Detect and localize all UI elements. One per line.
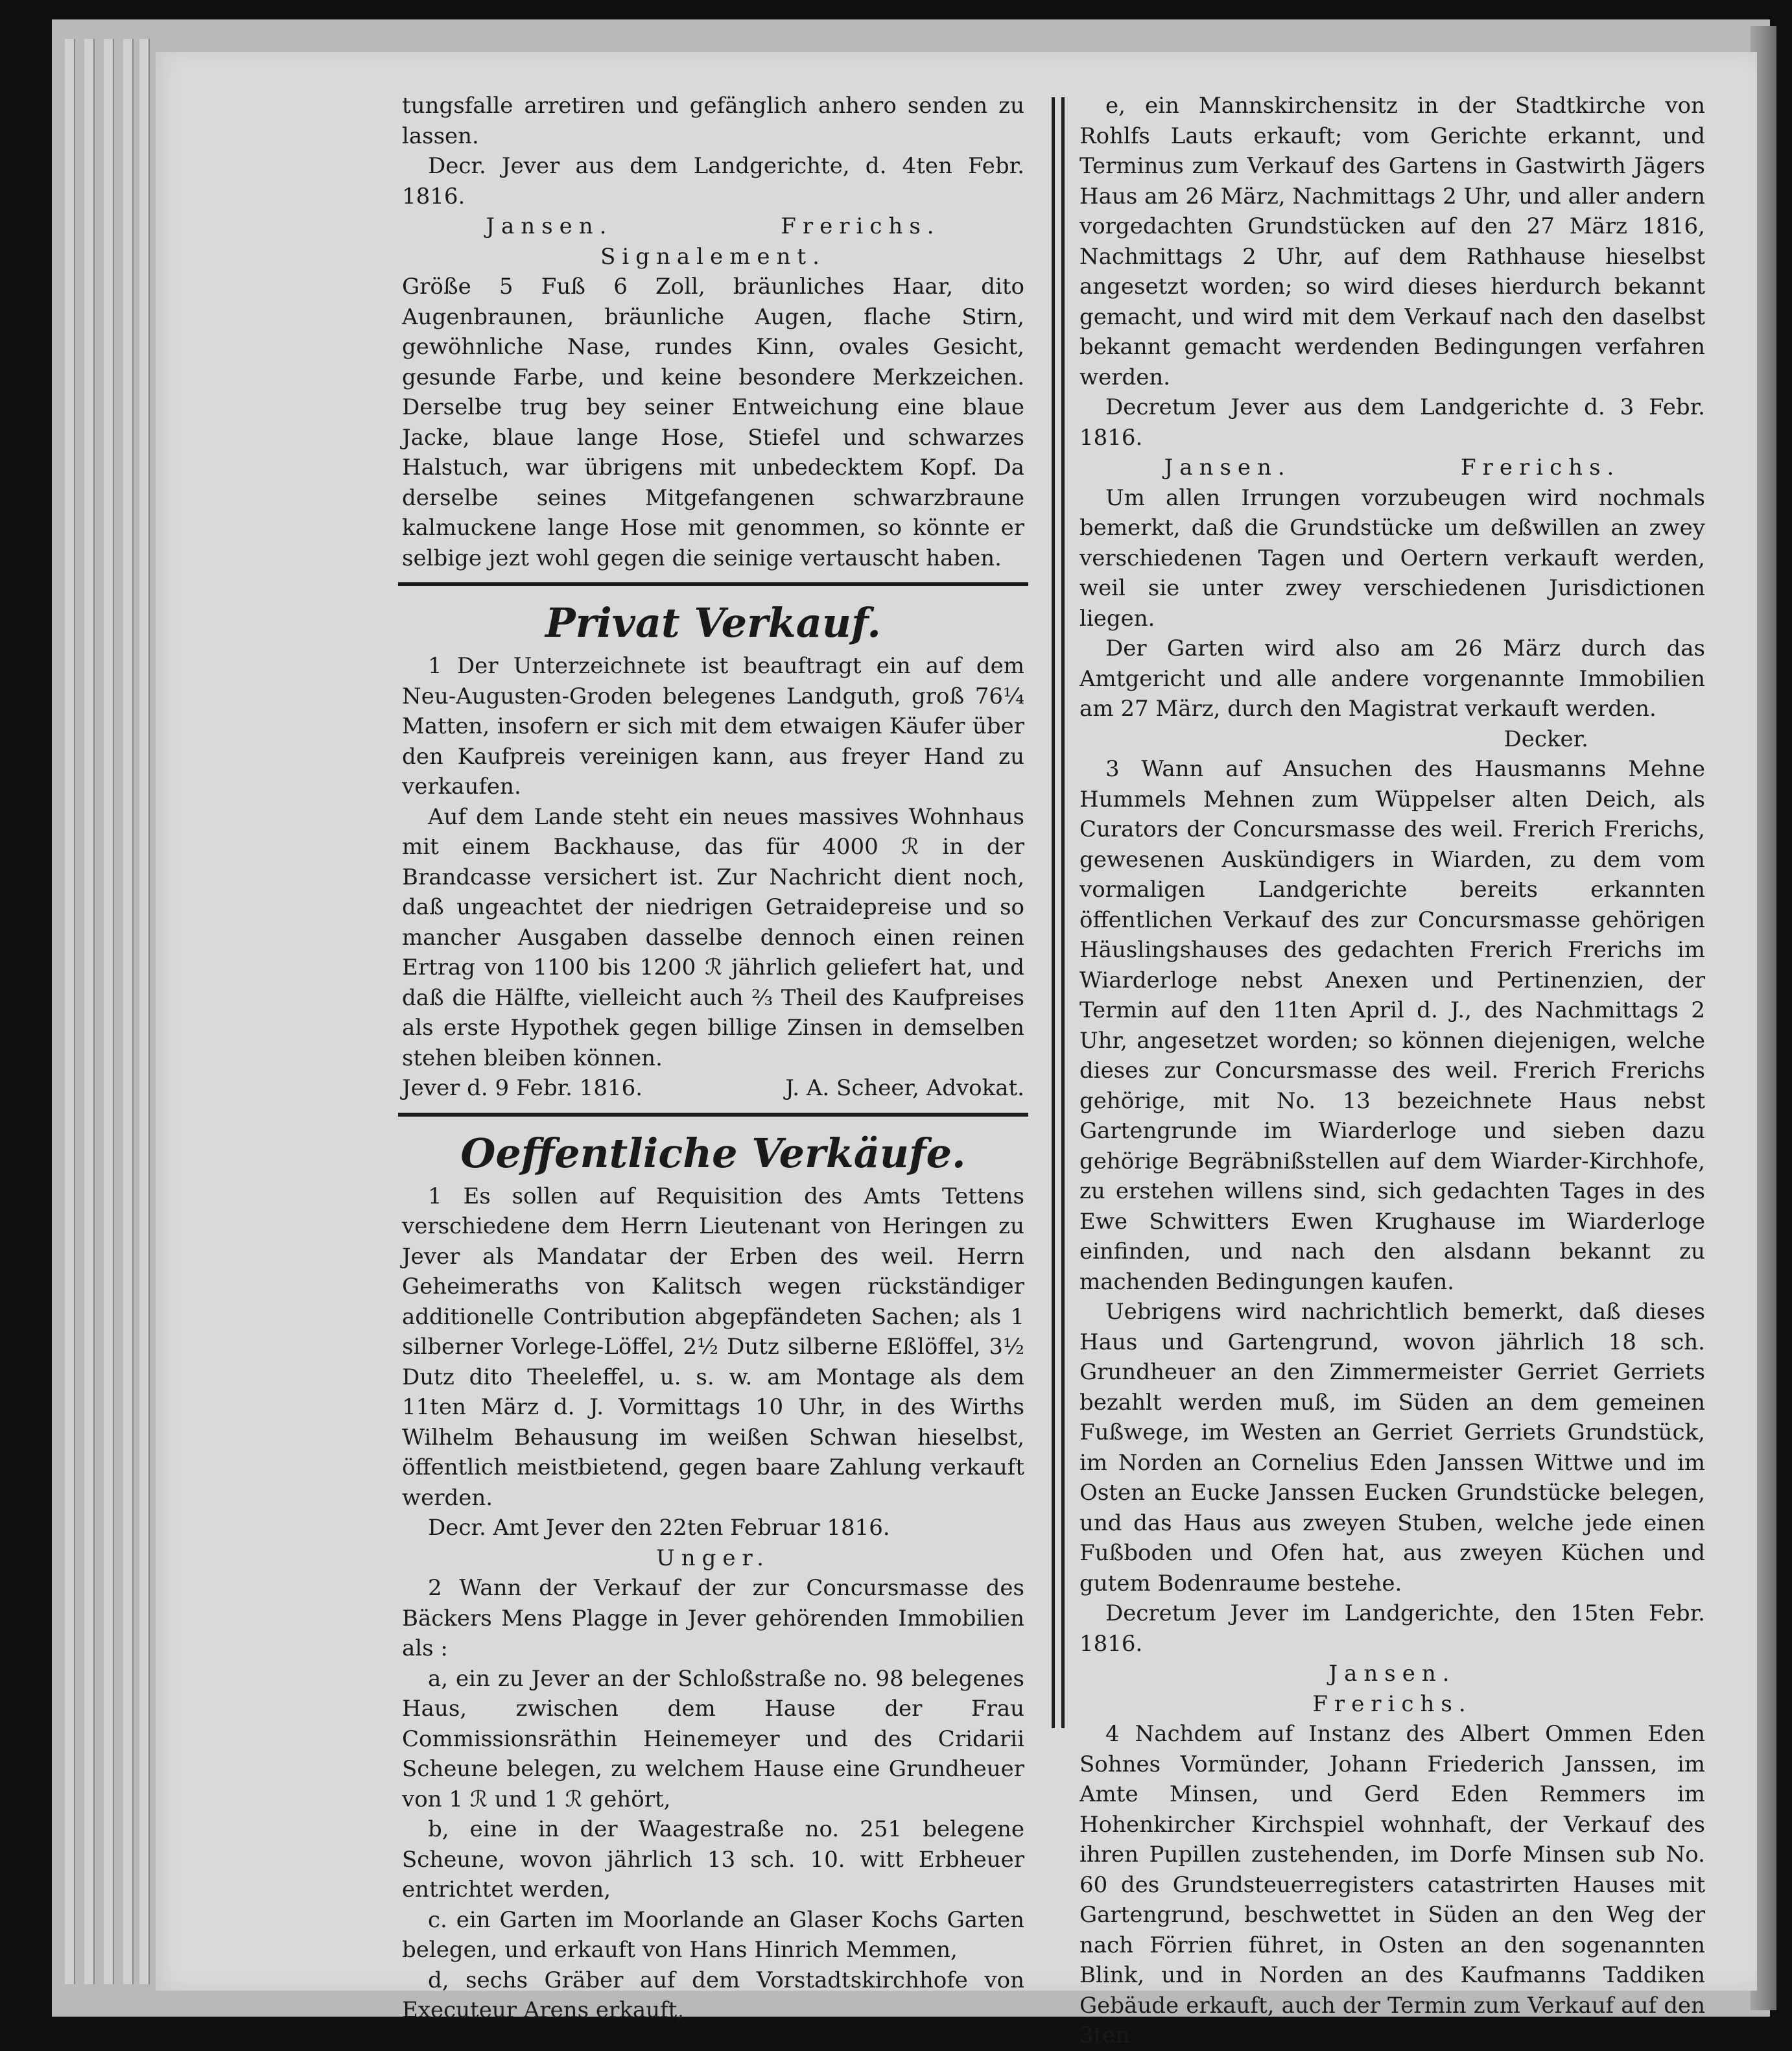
signer-name: Unger. [656,1545,770,1571]
paragraph: Um allen Irrungen vorzubeugen wird nochmals bemerkt, daß die Grundstücke um deßwillen an zwey verschiedenen Tagen und Oertern verkauft werden, weil sie unter zwey verschiedenen Jurisdictionen liegen. [1079,484,1705,632]
list-item: a, ein zu Jever an der Schloßstraße no. 98 belegenes Haus, zwischen dem Hause der Frau Commissionsräthin Heinemeyer und des Cridarii Scheune belegen, zu welchem Hause eine Grundheuer von 1 ℛ und 1 ℛ gehört, [402,1665,1024,1812]
signer-name: J. A. Scheer, Advokat. [785,1075,1024,1101]
paragraph: 4 Nachdem auf Instanz des Albert Ommen Eden Sohnes Vormünder, Johann Friederich Janssen, im Amte Minsen, und Gerd Eden Remmers im Hohenkircher Kirchspiel wohnhaft, der Verkauf des ihren Pupillen zustehenden, im Dorfe Minsen sub No. 60 des Grundsteuerregisters catastrirten Hauses mit Gartengrund, beschwettet in Süden an den Weg der nach Förrien führet, in Osten an den sogenannten Blink, und in Norden an des Kaufmanns Taddiken Gebäude erkauft, auch der Termin zum Verkauf auf den 3ten [1079,1721,1705,2048]
privat-verkauf-section [402,595,1024,1104]
signer-name: Frerichs. [781,213,941,239]
paragraph: 1 Es sollen auf Requisition des Amts Tettens verschiedene dem Herrn Lieutenant von Heringen zu Jever als Mandatar der Erben des weil. Herrn Geheimeraths von Kalitsch wegen rückständiger additionelle Contribution abgepfändeten Sachen; als 1 silberner Vorlege-Löffel, 2½ Dutz silberne Eßlöffel, 3½ Dutz dito Theeleffel, u. s. w. am Montage als dem 11ten März d. J. Vormittags 10 Uhr, in des Wirths Wilhelm Behausung im weißen Schwan hieselbst, öffentlich meistbietend, gegen baare Zahlung verkauft werden. [402,1183,1024,1511]
decree-line: Decr. Amt Jever den 22ten Februar 1816. [428,1515,890,1541]
signer-name: Frerichs. [1461,455,1621,480]
right-column [1079,91,1705,2051]
paragraph: Uebrigens wird nachrichtlich bemerkt, daß dieses Haus und Gartengrund, wovon jährlich 18 sch. Grundheuer an den Zimmermeister Gerriet Gerriets bezahlt werden muß, im Süden an dem gemeinen Fußwege, im Westen an Gerriet Gerriets Grundstück, im Norden an Cornelius Eden Janssen Wittwe und im Osten an Eucke Janssen Eucken Grundstücke belegen, und das Haus aus zweyen Stuben, welche jede einen Fußboden und Ofen hat, aus zweyen Küchen und gutem Bodenraume bestehe. [1079,1299,1705,1596]
column-divider [1061,97,1065,1728]
signalement-text: Größe 5 Fuß 6 Zoll, bräunliches Haar, dito Augenbraunen, bräunliche Augen, flache Stirn, gewöhnliche Nase, rundes Kinn, ovales Gesicht, gesunde Farbe, und keine besondere Merkzeichen. Derselbe trug bey seiner Entweichung eine blaue Jacke, blaue lange Hose, Stiefel und schwarzes Halstuch, war übrigens mit unbedecktem Kopf. Da derselbe seines Mitgefangenen schwarzbraune kalmuckene lange Hose mit genommen, so könnte er selbige jezt wohl gegen die seinige vertauscht haben. [402,274,1024,571]
page-edge [104,39,114,1984]
signalement-title: Signalement. [600,243,826,270]
signer-name: Jansen. [1328,1661,1456,1687]
list-item: e, ein Mannskirchensitz in der Stadtkirche von Rohlfs Lauts erkauft; vom Gerichte erkannt, und Terminus zum Verkauf des Gartens in Gastwirth Jägers Haus am 26 März, Nachmittags 2 Uhr, und aller andern vorgedachten Grundstücken auf den 27 März 1816, Nachmittags 2 Uhr, auf dem Rathhause hieselbst angesetzt worden; so wird dieses hierdurch bekannt gemacht, und wird mit dem Verkauf nach den daselbst bekannt gemacht werdenden Bedingungen verfahren werden. [1079,93,1705,390]
section-rule [398,1113,1028,1117]
left-column [402,91,1024,2026]
oeffentliche-verkaeufe-section [402,1126,1024,2026]
paragraph: Auf dem Lande steht ein neues massives Wohnhaus mit einem Backhause, das für 4000 ℛ in der Brandcasse versichert ist. Zur Nachricht dient noch, daß ungeachtet der niedrigen Getraidepreise und so mancher Ausgaben dasselbe dennoch einen reinen Ertrag von 1100 bis 1200 ℛ jährlich geliefert hat, und daß die Hälfte, vielleicht auch ⅔ Theil des Kaufpreises als erste Hypothek gegen billige Zinsen in demselben stehen bleiben können. [402,803,1024,1071]
page-edge [84,39,95,1984]
signer-name: Frerichs. [1312,1690,1472,1717]
paragraph: 1 Der Unterzeichnete ist beauftragt ein auf dem Neu-Augusten-Groden belegenes Landguth, groß 76¼ Matten, insofern er sich mit dem etwaigen Käufer über den Kaufpreis vereinigen kann, aus freyer Hand zu verkaufen. [402,653,1024,800]
paragraph: 2 Wann der Verkauf der zur Concursmasse des Bäckers Mens Plagge in Jever gehörenden Immobilien als : [402,1575,1024,1661]
decree-line: Decretum Jever aus dem Landgerichte d. 3 Febr. 1816. [1079,394,1705,451]
signature-row [1079,453,1705,483]
page-edge [139,39,150,1984]
list-item: c. ein Garten im Moorlande an Glaser Kochs Garten belegen, und erkauft von Hans Hinrich Memmen, [402,1906,1024,1963]
list-item: d, sechs Gräber auf dem Vorstadtskirchhofe von Executeur Arens erkauft, [402,1967,1024,2023]
signer-name: Jansen. [1164,455,1291,480]
column-divider [1052,97,1055,1728]
notice-line: tungsfalle arretiren und gefänglich anhero senden zu lassen. [402,93,1024,149]
page-edge [65,39,75,1984]
date-signature-row [402,1073,1024,1104]
decree-line: Decretum Jever im Landgerichte, den 15ten Febr. 1816. [1079,1600,1705,1657]
decree-line: Decr. Jever aus dem Landgerichte, d. 4ten Febr. 1816. [402,153,1024,209]
section-rule [398,582,1028,586]
fugitive-notice [402,91,1024,573]
signer-name: Jansen. [486,213,613,239]
list-item: b, eine in der Waagestraße no. 251 belegene Scheune, wovon jährlich 13 sch. 10. witt Erbheuer entrichtet werden, [402,1816,1024,1903]
signature-row [402,211,1024,242]
date-line: Jever d. 9 Febr. 1816. [402,1075,643,1101]
paragraph: 3 Wann auf Ansuchen des Hausmanns Mehne Hummels Mehnen zum Wüppelser alten Deich, als Curators der Concursmasse des weil. Frerich Frerichs, gewesenen Auskündigers in Wiarden, zu dem vom vormaligen Landgerichte bereits erkannten öffentlichen Verkauf des zur Concursmasse gehörigen Häuslingshauses des gedachten Frerich Frerichs im Wiarderloge nebst Anexen und Pertinenzien, der Termin auf den 11ten April d. J., des Nachmittags 2 Uhr, angesetzet worden; so können diejenigen, welche dieses zur Concursmasse des weil. Frerich Frerichs gehörige, mit No. 13 bezeichnete Haus nebst Gartengrunde im Wiarderloge und sieben dazu gehörige Begräbnißstellen auf dem Wiarder-Kirchhofe, zu erstehen willens sind, sich gedachten Tages in des Ewe Schwitters Ewen Krughause im Wiarderloge einfinden, und nach den alsdann bekannt zu machenden Bedingungen kaufen. [1079,756,1705,1295]
page-edge [123,39,134,1984]
paragraph: Der Garten wird also am 26 März durch das Amtgericht und alle andere vorgenannte Immobilien am 27 März, durch den Magistrat verkauft werden. [1079,635,1705,722]
section-heading: Oeffentliche Verkäufe. [460,1129,966,1177]
signer-name: Decker. [1503,726,1588,752]
section-heading: Privat Verkauf. [545,599,882,646]
